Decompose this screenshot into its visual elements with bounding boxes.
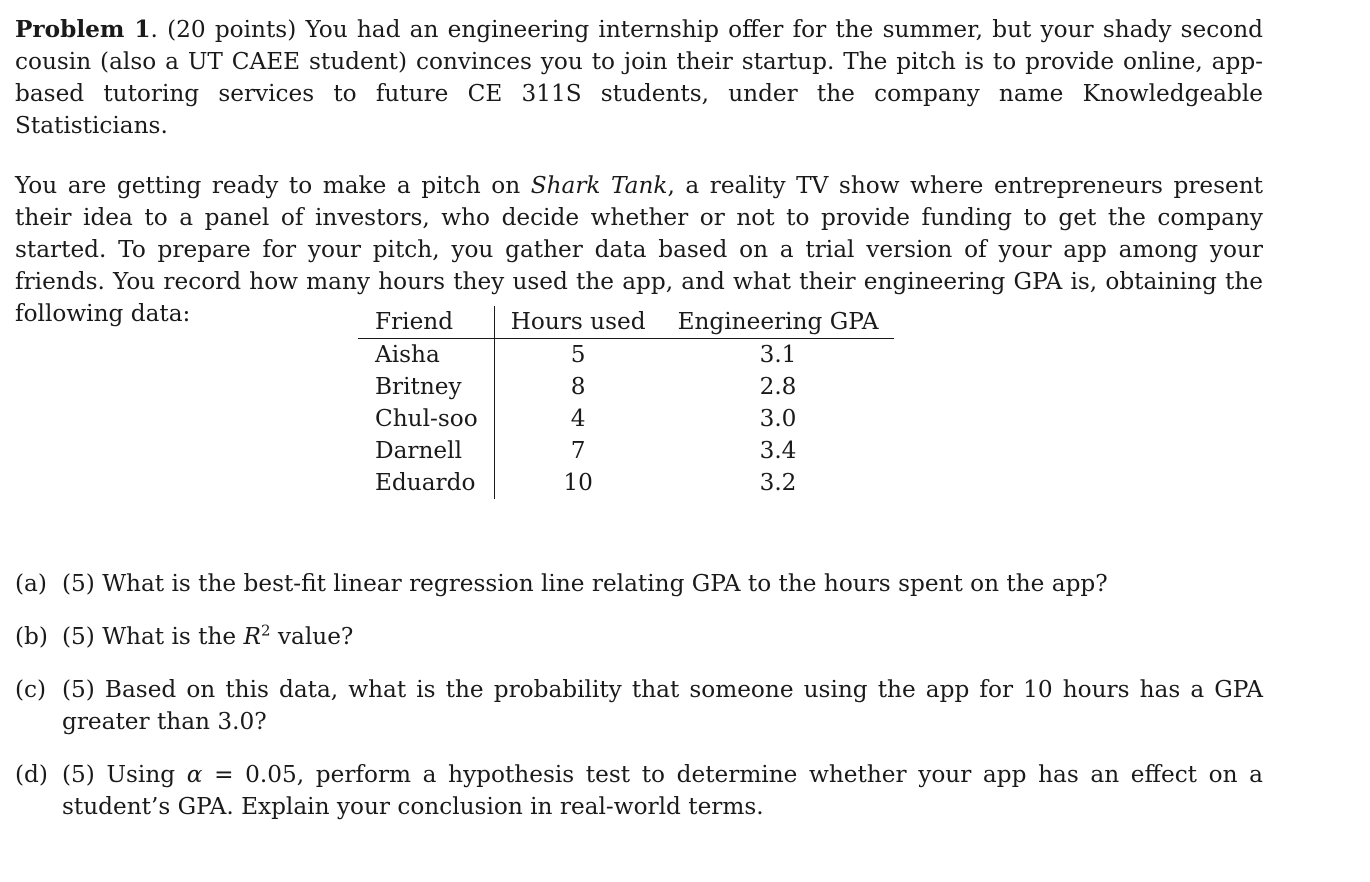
cell-gpa: 3.1 [759,341,797,368]
r-squared-exponent: 2 [261,621,271,640]
cell-friend: Aisha [358,339,494,372]
question-text-before: (5) What is the [62,623,244,650]
question-text: (5) Based on this data, what is the probability that someone using the app for 10 hours has a GPA greater than 3.0? [62,676,1263,735]
question-text: (5) What is the best-fit linear regression line relating GPA to the hours spent on the app? [62,570,1108,597]
cell-friend: Chul-soo [358,403,494,435]
cell-hours: 4 [570,405,586,432]
question-label: (b) [15,623,48,650]
question-d [15,759,1263,823]
header-hours: Hours used [494,306,661,339]
table-header-row [358,306,894,339]
question-label: (a) [15,570,47,597]
cell-gpa: 3.2 [759,469,797,496]
cell-friend: Eduardo [358,467,494,499]
show-title: Shark Tank [530,172,668,199]
data-table [358,306,894,499]
table-row [358,467,894,499]
intro-paragraph [15,14,1263,142]
question-text-after: value? [270,623,354,650]
cell-friend: Darnell [358,435,494,467]
table-row [358,339,894,372]
header-friend: Friend [358,306,494,339]
question-text-after: = 0.05, perform a hypothesis test to determine whether your app has an effect on a student’s GPA. Explain your conclusion in real-world terms. [62,761,1263,820]
question-c [15,674,1263,738]
problem-heading: Problem 1 [15,16,151,43]
question-text-before: (5) Using [62,761,187,788]
context-text-before: You are getting ready to make a pitch on [15,172,531,199]
alpha-symbol: α [186,761,203,788]
cell-hours: 10 [563,469,593,496]
data-table-container [358,306,894,499]
cell-gpa: 2.8 [759,373,797,400]
intro-text: (20 points) You had an engineering internship offer for the summer, but your shady second cousin (also a UT CAEE student) convinces you to join their startup. The pitch is to provide online, app-based tutoring services to future CE 311S students, under the company name Knowledgeable Statisticians. [15,16,1263,139]
question-a [15,568,1263,600]
cell-gpa: 3.0 [759,405,797,432]
header-gpa: Engineering GPA [662,306,895,339]
question-text [62,621,1263,653]
question-b [15,621,1263,653]
table-row [358,371,894,403]
cell-friend: Britney [358,371,494,403]
question-label: (d) [15,761,48,788]
question-list [15,568,1263,823]
cell-hours: 7 [570,437,586,464]
question-label: (c) [15,676,47,703]
cell-hours: 5 [570,341,586,368]
cell-gpa: 3.4 [759,437,797,464]
r-squared-symbol: R [243,623,261,650]
table-row [358,403,894,435]
context-text-after: , a reality TV show where entrepreneurs present their idea to a panel of investors, who decide whether or not to provide funding to get the company started. To prepare for your pitch, you gather data based on a trial version of your app among your friends. You record how many hours they used the app, and what their engineering GPA is, obtaining the following data: [15,172,1264,327]
question-text [62,759,1263,823]
problem-heading-suffix: . [150,16,158,43]
cell-hours: 8 [570,373,586,400]
problem-statement [15,14,1263,330]
table-row [358,435,894,467]
